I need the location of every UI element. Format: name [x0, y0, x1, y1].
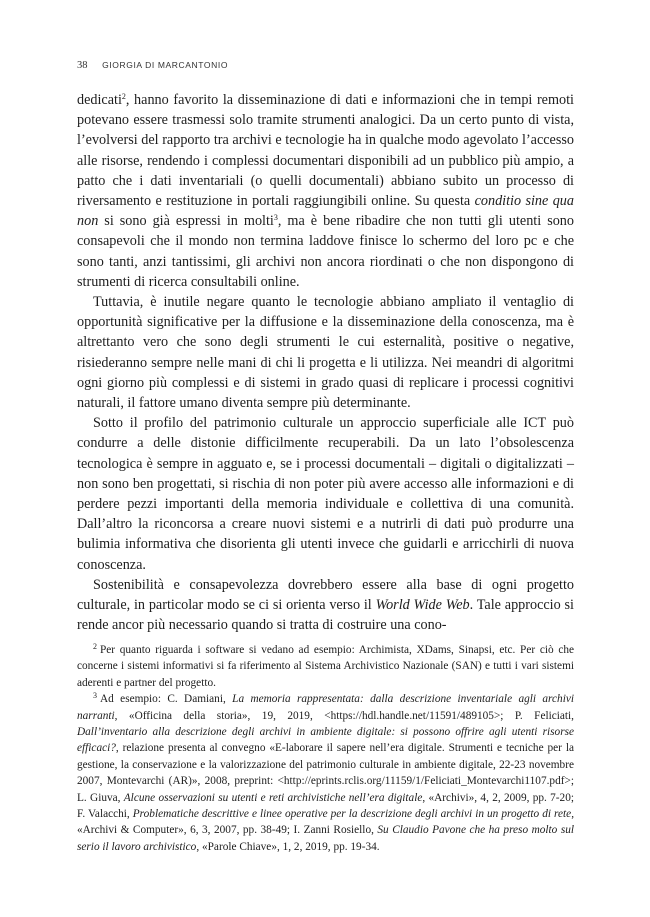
text-run: , relazione presenta al convegno «E-laborare il sapere nell’era digitale. Strumenti e tecniche per la gestione, la conservazione e la valorizzazione del patrimonio culturale in ambiente digitale, 22-23 novembre 2007, Montevarchi (AR)», 2008, preprint: <http://eprints.rclis.org/11159/1/Feliciati_Montevarchi1107.pdf>; L. Giuva,: [77, 742, 574, 804]
footnote-ref: 2: [121, 92, 126, 101]
running-head: [77, 60, 228, 71]
italic-text: Problematiche descrittive e linee operative per la descrizione degli archivi in un progetto di rete: [132, 808, 572, 821]
paragraph: [77, 90, 574, 292]
footnote: [77, 642, 574, 691]
text-run: , «Archivi», 4, 2, 2009, pp. 7-20; F. Valacchi,: [77, 791, 574, 821]
footnote-number: 3: [93, 691, 97, 701]
text-run: . Tale approccio si rende ancor più necessario quando si tratta di costruire una cono-: [77, 597, 574, 634]
italic-text: World Wide Web: [375, 597, 470, 614]
page-number: 38: [77, 60, 88, 71]
text-run: , hanno favorito la disseminazione di dati e informazioni che in tempi remoti potevano essere trasmessi solo tramite strumenti analogici. Da un certo punto di vista, l’evolversi del rapporto tra archivi e tecnologie ha in qualche modo agevolato l’accesso alle risorse, rendendo i complessi documentari disponibili ad un pubblico più ampio, a patto che i dati inventariali (o quelli documentali) abbiano subito un processo di riversamento e restituzione in portali raggiungibili online. Su questa: [77, 92, 574, 210]
text-run: Per quanto riguarda i software si vedano ad esempio: Archimista, XDams, Sinapsi, etc. Per ciò che concerne i sistemi informativi si fa riferimento al Sistema Archivistico Nazionale (SAN) e tutti i vari sistemi aderenti e partner del progetto.: [77, 644, 574, 689]
body-text: [77, 90, 574, 635]
text-run: , ma è bene ribadire che non tutti gli utenti sono consapevoli che il mondo non termina laddove finisce lo schermo del loro pc e che sono tanti, anzi tantissimi, gli archivi non ancora riordinati o che non dispongono di strumenti di ricerca consultabili online.: [77, 213, 574, 290]
footnote: [77, 691, 574, 855]
footnote-number: 2: [93, 642, 97, 651]
italic-text: conditio sine qua non: [77, 193, 574, 230]
text-run: , «Officina della storia», 19, 2019, <https://hdl.handle.net/11591/489105>; P. Feliciati,: [114, 709, 574, 722]
paragraph: [77, 575, 574, 636]
running-head-author: GIORGIA DI MARCANTONIO: [102, 60, 229, 70]
text-run: , «Parole Chiave», 1, 2, 2019, pp. 19-34.: [196, 840, 380, 853]
footnotes: [77, 642, 574, 855]
paragraph: [77, 292, 574, 413]
text-run: Ad esempio: C. Damiani,: [100, 693, 233, 706]
italic-text: Alcune osservazioni su utenti e reti archivistiche nell’era digitale: [123, 791, 423, 804]
text-run: Sotto il profilo del patrimonio culturale un approccio superficiale alle ICT può condurre a delle distonie difficilmente recuperabili. Da un lato l’obsolescenza tecnologica è sempre in agguato e, se i processi documentali – digitali o digitalizzati – non sono ben progettati, si rischia di non poter più avere accesso alle informazioni e di perdere pezzi importanti della memoria individuale e collettiva di una comunità. Dall’altro la riconcorsa a creare nuovi sistemi e a nutrirli di dati può produrre una bulimia informativa che disorienta gli utenti invece che guidarli e arricchirli di nuova conoscenza.: [77, 415, 574, 573]
text-run: dedicati: [77, 92, 122, 108]
italic-text: La memoria rappresentata: dalla descrizione inventariale agli archivi narranti: [77, 693, 574, 722]
italic-text: Dall’inventario alla descrizione degli archivi in ambiente digitale: si possono offrire agli utenti risorse efficaci?: [77, 726, 574, 755]
italic-text: Su Claudio Pavone che ha preso molto sul serio il lavoro archivistico: [77, 824, 574, 853]
text-run: Tuttavia, è inutile negare quanto le tecnologie abbiano ampliato il ventaglio di opportunità significative per la diffusione e la disseminazione della conoscenza, ma è altrettanto vero che sono degli strumenti le cui esternalità, positive o negative, risiederanno sempre nelle mani di chi li progetta e li utilizza. Nei meandri di algoritmi ogni giorno più complessi e di sistemi in grado quasi di replicare i processi cognitivi naturali, il fattore umano diventa sempre più determinante.: [77, 294, 574, 412]
footnote-ref: 3: [273, 213, 278, 223]
text-run: , «Archivi & Computer», 6, 3, 2007, pp. 38-49; I. Zanni Rosiello,: [77, 808, 575, 837]
text-run: si sono già espressi in molti: [98, 213, 274, 230]
paragraph: [77, 413, 574, 575]
text-run: Sostenibilità e consapevolezza dovrebbero essere alla base di ogni progetto culturale, in particolar modo se ci si orienta verso il: [77, 576, 574, 614]
